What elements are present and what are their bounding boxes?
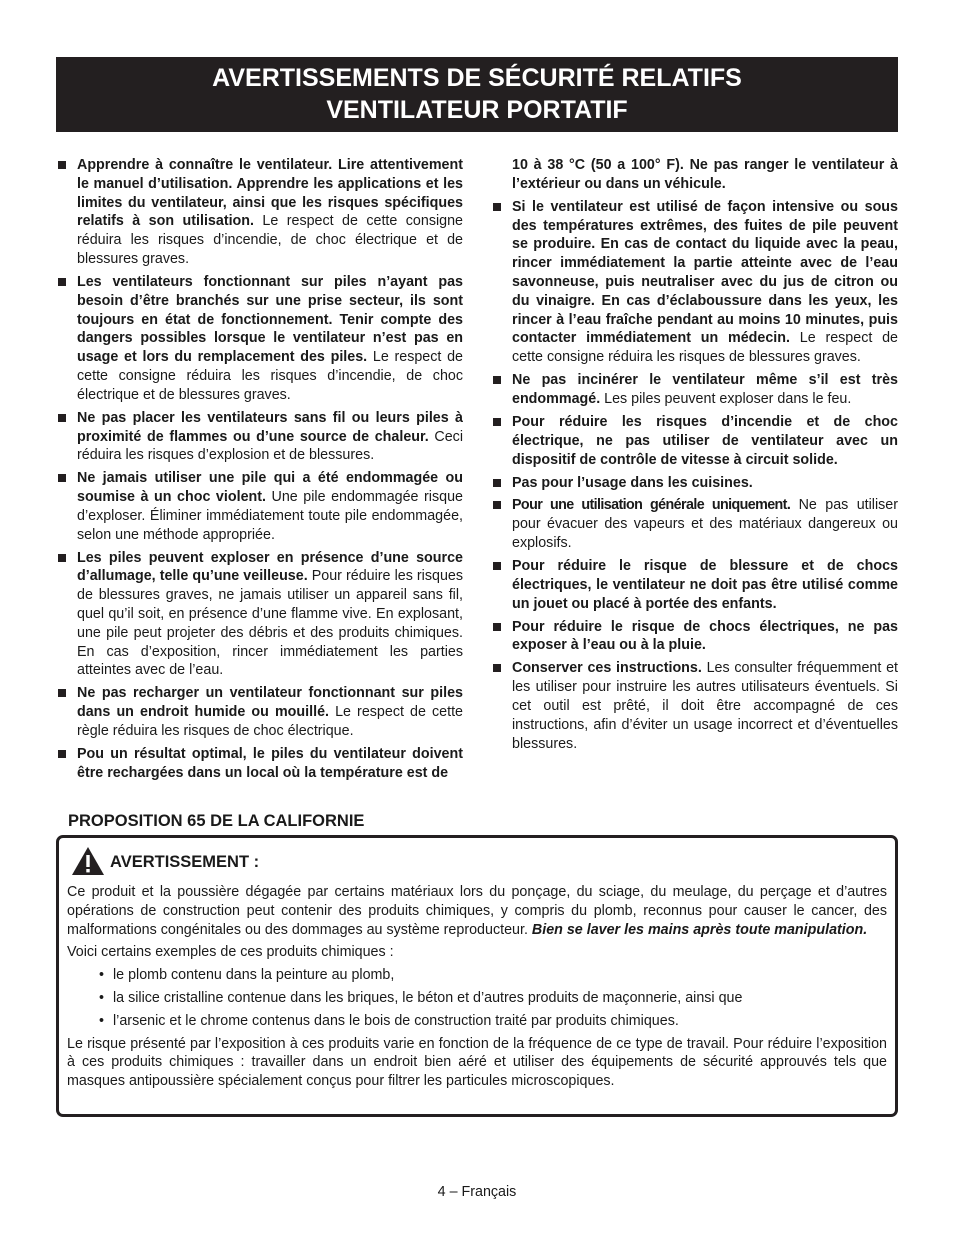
list-item: Ne pas incinérer le ventilateur même s’il est très endommagé. Les piles peuvent exploser dans le feu.: [493, 371, 898, 409]
warning-label: AVERTISSEMENT :: [110, 853, 260, 871]
warning-triangle-icon: [71, 846, 105, 876]
bullet-dot-icon: •: [99, 989, 105, 1006]
square-bullet-icon: [493, 562, 501, 570]
list-item: Ne pas recharger un ventilateur fonctionnant sur piles dans un endroit humide ou mouillé. Le respect de cette règle réduira les risques de choc électrique.: [58, 684, 463, 740]
warning-paragraph: Ce produit et la poussière dégagée par certains matériaux lors du ponçage, du sciage, du meulage, du perçage et d’autres opérations de construction peut contenir des produits chimiques, y compris du plomb, reconnus pour causer le cancer, des malformations congénitales ou des dommages au système reproducteur. Bien se laver les mains après toute manipulation.: [67, 884, 887, 938]
square-bullet-icon: [58, 689, 66, 697]
square-bullet-icon: [493, 479, 501, 487]
square-bullet-icon: [493, 623, 501, 631]
list-item-continuation: 10 à 38 °C (50 a 100° F). Ne pas ranger le ventilateur à l’extérieur ou dans un véhicule.: [512, 157, 898, 192]
left-column: [58, 156, 463, 787]
bullet-dot-icon: •: [99, 967, 105, 984]
list-item: Ne jamais utiliser une pile qui a été endommagée ou soumise à un choc violent. Une pile endommagée risque d’exploser. Éliminer immédiatement toute pile endommagée, selon une méthode appropriée.: [58, 469, 463, 544]
square-bullet-icon: [58, 474, 66, 482]
list-item: • le plomb contenu dans la peinture au plomb,: [99, 967, 395, 984]
list-item: Si le ventilateur est utilisé de façon intensive ou sous des températures extrêmes, des fuites de pile peuvent se produire. En cas de contact du liquide avec la peau, rincer immédiatement la partie atteinte avec de l’eau savonneuse, puis neutraliser avec du jus de citron ou du vinaigre. En cas d’éclaboussure dans les yeux, les rincer à l’eau fraîche pendant au moins 10 minutes, puis contacter immédiatement un médecin. Le respect de cette consigne réduira les risques de blessures graves.: [493, 198, 898, 367]
prop65-warning-box: [56, 835, 898, 1117]
list-item: Les ventilateurs fonctionnant sur piles n’ayant pas besoin d’être branchés sur une prise secteur, ils sont toujours en état de fonctionnement. Tenir compte des dangers possibles lorsque le ventilateur n’est pas en usage et lors du remplacement des piles. Le respect de cette consigne réduira les risques d’incendie, de choc électrique et de blessures graves.: [58, 273, 463, 405]
list-item: • l’arsenic et le chrome contenus dans le bois de construction traité par produits chimiques.: [99, 1012, 679, 1029]
page-footer: 4 – Français: [437, 1184, 517, 1200]
list-item: Ne pas placer les ventilateurs sans fil ou leurs piles à proximité de flammes ou d’une source de chaleur. Ceci réduira les risques d’explosion et de blessures.: [58, 409, 463, 465]
list-item: Pour réduire le risque de blessure et de chocs électriques, le ventilateur ne doit pas être utilisé comme un jouet ou placé à portée des enfants.: [493, 557, 898, 613]
list-item: Pour réduire les risques d’incendie et de choc électrique, ne pas utiliser de ventilateur avec un dispositif de contrôle de vitesse à circuit solide.: [493, 413, 898, 469]
page-title-banner: [56, 57, 898, 132]
square-bullet-icon: [58, 414, 66, 422]
square-bullet-icon: [58, 554, 66, 562]
list-item: Pour une utilisation générale uniquement. Ne pas utiliser pour évacuer des vapeurs et des matériaux dangereux ou explosifs.: [493, 496, 898, 552]
list-item: Les piles peuvent exploser en présence d’une source d’allumage, telle qu’une veilleuse. Pour réduire les risques de blessures graves, ne jamais utiliser un appareil sans fil, quel qu’il soit, en présence d’une flamme vive. En explosant, une pile peut projeter des débris et des produits chimiques. En cas d’exposition, rincer immédiatement les parties atteintes avec de l’eau.: [58, 549, 463, 681]
prop65-heading: PROPOSITION 65 DE LA CALIFORNIE: [68, 812, 365, 830]
bullet-dot-icon: •: [99, 1012, 105, 1029]
square-bullet-icon: [58, 278, 66, 286]
list-item: Conserver ces instructions. Les consulter fréquemment et les utiliser pour instruire les autres utilisateurs éventuels. Si cet outil est prêté, il doit être accompagné de ces instructions, afin d’éviter un usage incorrect et d’éventuelles blessures.: [493, 659, 898, 753]
page-title-line-1: AVERTISSEMENTS DE SÉCURITÉ RELATIFS: [212, 64, 742, 92]
list-item: Pour réduire le risque de chocs électriques, ne pas exposer à l’eau ou à la pluie.: [493, 618, 898, 656]
warning-paragraph: Le risque présenté par l’exposition à ces produits varie en fonction de la fréquence de ce type de travail. Pour réduire l’exposition à ces produits chimiques : travailler dans un endroit bien aéré et utiliser des équipements de sécurité approuvés tels que masques antipoussière spécialement conçus pour filtrer les particules microscopiques.: [67, 1035, 887, 1090]
warning-paragraph: Voici certains exemples de ces produits chimiques :: [67, 944, 394, 961]
right-column: [493, 156, 898, 758]
chemicals-list: [67, 966, 887, 1030]
square-bullet-icon: [58, 750, 66, 758]
list-item: Pou un résultat optimal, le piles du ventilateur doivent être rechargées dans un local où la température est de: [58, 745, 463, 783]
square-bullet-icon: [493, 418, 501, 426]
warning-body: [67, 883, 887, 1095]
square-bullet-icon: [493, 203, 501, 211]
list-item: • la silice cristalline contenue dans les briques, le béton et d’autres produits de maçonnerie, ainsi que: [99, 989, 743, 1006]
square-bullet-icon: [493, 664, 501, 672]
list-item: Apprendre à connaître le ventilateur. Lire attentivement le manuel d’utilisation. Apprendre les applications et les limites du ventilateur, ainsi que les risques spécifiques relatifs à son utilisation. Le respect de cette consigne réduira les risques d’incendie, de choc électrique et de blessures graves.: [58, 156, 463, 269]
square-bullet-icon: [493, 501, 501, 509]
square-bullet-icon: [493, 376, 501, 384]
square-bullet-icon: [58, 161, 66, 169]
list-item: Pas pour l’usage dans les cuisines.: [493, 474, 898, 493]
page-title-line-2: VENTILATEUR PORTATIF: [326, 96, 628, 124]
